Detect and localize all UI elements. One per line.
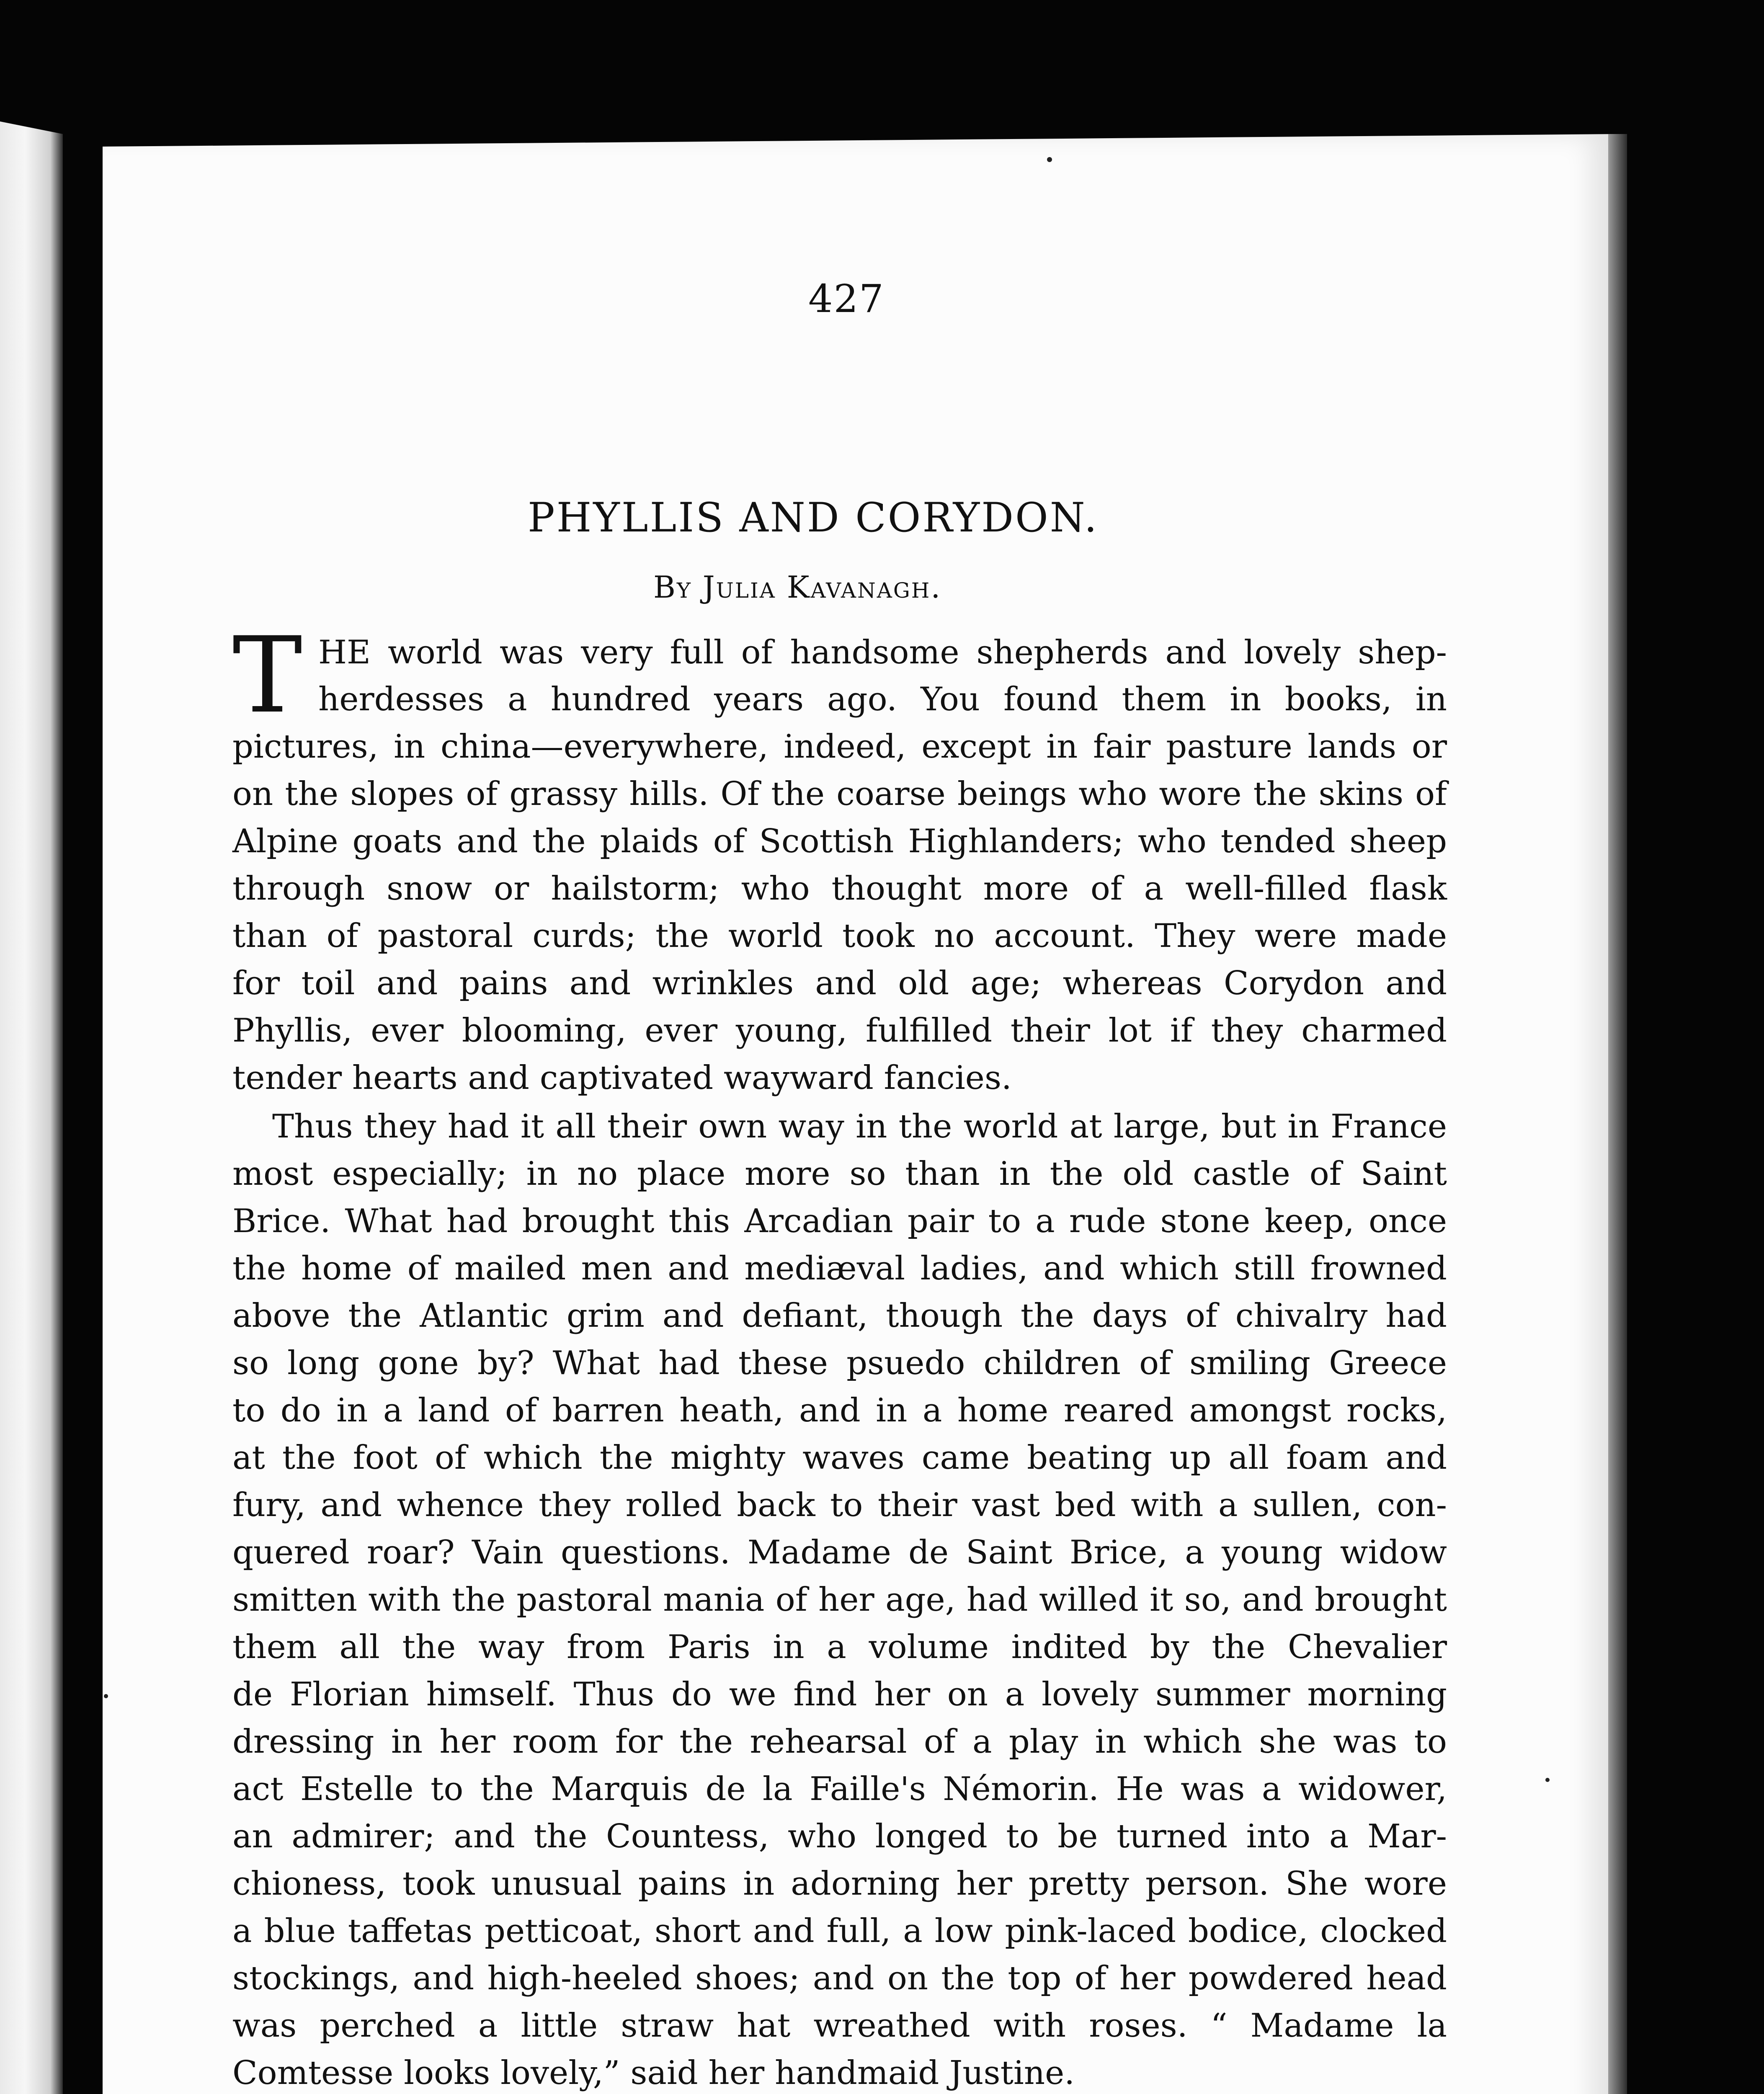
author-byline: By Julia Kavanagh. xyxy=(653,570,942,605)
text-line: so long gone by? What had these psuedo children of smiling Greece xyxy=(232,1344,1447,1382)
text-line: was perched a little straw hat wreathed with roses. “ Madame la xyxy=(232,2007,1447,2045)
text-line: at the foot of which the mighty waves came beating up all foam and xyxy=(232,1439,1447,1477)
drop-cap: T xyxy=(232,614,302,736)
text-line: to do in a land of barren heath, and in a home reared amongst rocks, xyxy=(232,1392,1447,1429)
text-line: fury, and whence they rolled back to their vast bed with a sullen, con- xyxy=(232,1486,1447,1524)
text-line: pictures, in china—everywhere, indeed, except in fair pasture lands or xyxy=(232,728,1447,766)
previous-page-edge xyxy=(0,121,63,2094)
text-line: most especially; in no place more so than in the old castle of Saint xyxy=(232,1155,1447,1193)
text-line: stockings, and high-heeled shoes; and on the top of her powdered head xyxy=(232,1960,1447,1997)
text-line: chioness, took unusual pains in adorning her pretty person. She wore xyxy=(232,1865,1447,1903)
page-spine-shadow xyxy=(1608,134,1627,2094)
text-line: smitten with the pastoral mania of her age, had willed it so, and brought xyxy=(232,1581,1447,1619)
text-line: HE world was very full of handsome shepherds and lovely shep- xyxy=(318,634,1447,671)
speck xyxy=(104,1694,108,1698)
text-line: de Florian himself. Thus do we find her on a lovely summer morning xyxy=(232,1676,1447,1713)
text-line: an admirer; and the Countess, who longed to be turned into a Mar- xyxy=(232,1818,1447,1855)
speck xyxy=(1545,1778,1550,1782)
text-line: dressing in her room for the rehearsal of a play in which she was to xyxy=(232,1723,1447,1761)
text-line: Thus they had it all their own way in the world at large, but in France xyxy=(272,1108,1447,1145)
text-line: for toil and pains and wrinkles and old age; whereas Corydon and xyxy=(232,964,1447,1002)
speck xyxy=(1047,157,1052,162)
text-line: Phyllis, ever blooming, ever young, fulfilled their lot if they charmed xyxy=(232,1012,1447,1050)
text-line: Comtesse looks lovely,” said her handmaid Justine. xyxy=(232,2054,1075,2092)
text-line: on the slopes of grassy hills. Of the coarse beings who wore the skins of xyxy=(232,775,1447,813)
text-line: act Estelle to the Marquis de la Faille's Némorin. He was a widower, xyxy=(232,1770,1447,1808)
text-line: a blue taffetas petticoat, short and full, a low pink-laced bodice, clocked xyxy=(232,1912,1447,1950)
text-line: Alpine goats and the plaids of Scottish Highlanders; who tended sheep xyxy=(232,823,1447,860)
text-line: them all the way from Paris in a volume indited by the Chevalier xyxy=(232,1628,1447,1666)
text-line: herdesses a hundred years ago. You found them in books, in xyxy=(318,681,1447,718)
text-line: through snow or hailstorm; who thought more of a well-filled flask xyxy=(232,870,1447,908)
text-line: Brice. What had brought this Arcadian pair to a rude stone keep, once xyxy=(232,1202,1447,1240)
text-line: above the Atlantic grim and defiant, though the days of chivalry had xyxy=(232,1297,1447,1335)
text-line: the home of mailed men and mediæval ladies, and which still frowned xyxy=(232,1250,1447,1287)
text-line: than of pastoral curds; the world took no account. They were made xyxy=(232,917,1447,955)
page-number: 427 xyxy=(808,276,885,321)
text-line: quered roar? Vain questions. Madame de Saint Brice, a young widow xyxy=(232,1534,1447,1571)
text-line: tender hearts and captivated wayward fancies. xyxy=(232,1059,1012,1097)
story-title: PHYLLIS AND CORYDON. xyxy=(528,494,1099,541)
